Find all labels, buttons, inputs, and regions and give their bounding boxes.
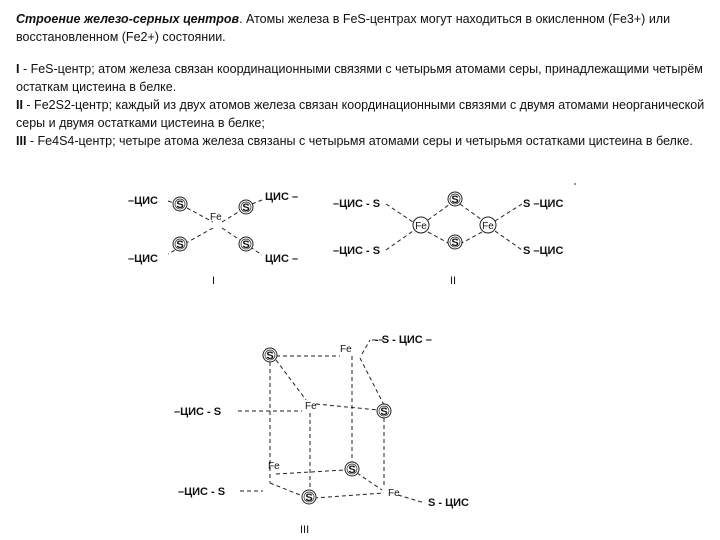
s-cys-ligand-1: S –ЦИС xyxy=(523,198,564,210)
sulfur-atom xyxy=(377,404,391,418)
svg-text:S: S xyxy=(451,237,459,249)
iron-atom: Fe xyxy=(388,488,400,499)
intro-text: . Атомы железа в FeS-центрах могут находиться в окисленном (Fe3+) или восстановленном (Fe2+) состоянии. xyxy=(16,12,671,44)
svg-text:S: S xyxy=(348,464,356,476)
cys-residue-2: ЦИС – xyxy=(265,191,299,203)
cys-s-ligand-4: –ЦИС - S xyxy=(178,486,226,498)
sulfur-atom xyxy=(173,197,187,211)
svg-text:S: S xyxy=(266,350,274,362)
svg-text:S: S xyxy=(176,199,184,211)
sulfur-atom xyxy=(345,462,359,476)
sulfur-atom xyxy=(302,490,316,504)
item-1-numeral: I xyxy=(16,62,20,76)
cys-residue-1: –ЦИС xyxy=(128,195,159,207)
svg-text:S: S xyxy=(380,406,388,418)
svg-text:Fe: Fe xyxy=(415,221,427,232)
structure-III xyxy=(174,334,469,536)
svg-text:S: S xyxy=(176,239,184,251)
structure-II-label: II xyxy=(450,275,457,287)
s-cys-ligand-3: - S - ЦИС – xyxy=(375,334,432,346)
structure-I xyxy=(128,191,298,287)
sulfur-atom xyxy=(448,192,462,206)
svg-text:S: S xyxy=(242,202,250,214)
item-3-numeral: III xyxy=(16,134,27,148)
item-2-numeral: II xyxy=(16,98,23,112)
item-2-text: - Fe2S2-центр; каждый из двух атомов железа связан координационными связями с двумя атомами неорганической серы и двумя остатками цистеина в белке; xyxy=(16,98,705,130)
iron-atom xyxy=(413,217,429,233)
item-3-text: - Fe4S4-центр; четыре атома железа связаны с четырьмя атомами серы и четырьмя остатками цистеина в белке. xyxy=(26,134,693,148)
svg-text:S: S xyxy=(305,492,313,504)
intro-heading: Строение железо-серных центров xyxy=(16,12,240,26)
iron-atom: Fe xyxy=(210,212,222,223)
sulfur-atom xyxy=(448,235,462,249)
sulfur-atom xyxy=(239,200,253,214)
structure-I-label: I xyxy=(212,275,216,287)
s-cys-ligand-4: S - ЦИС xyxy=(428,497,469,509)
cys-s-ligand-3: –ЦИС - S xyxy=(174,406,222,418)
s-cys-ligand-2: S –ЦИС xyxy=(523,245,564,257)
structure-III-bonds xyxy=(238,340,425,503)
sulfur-atom xyxy=(173,237,187,251)
structure-II xyxy=(333,184,576,287)
iron-atom xyxy=(480,217,496,233)
structure-III-label: III xyxy=(300,524,310,536)
cys-s-ligand-1: –ЦИС - S xyxy=(333,198,381,210)
cys-residue-4: ЦИС – xyxy=(265,253,299,265)
sulfur-atom xyxy=(239,237,253,251)
item-1-text: - FeS-центр; атом железа связан координационными связями с четырьмя атомами серы, принадлежащими четырём остаткам цистеина в белке. xyxy=(16,62,703,94)
iron-atom: Fe xyxy=(305,401,317,412)
svg-text:Fe: Fe xyxy=(482,221,494,232)
sulfur-atom xyxy=(263,348,277,362)
svg-text:S: S xyxy=(451,194,459,206)
iron-atom: Fe xyxy=(268,461,280,472)
cys-s-ligand-2: –ЦИС - S xyxy=(333,245,381,257)
cys-residue-3: –ЦИС xyxy=(128,253,159,265)
svg-text:S: S xyxy=(242,239,250,251)
iron-atom: Fe xyxy=(340,344,352,355)
